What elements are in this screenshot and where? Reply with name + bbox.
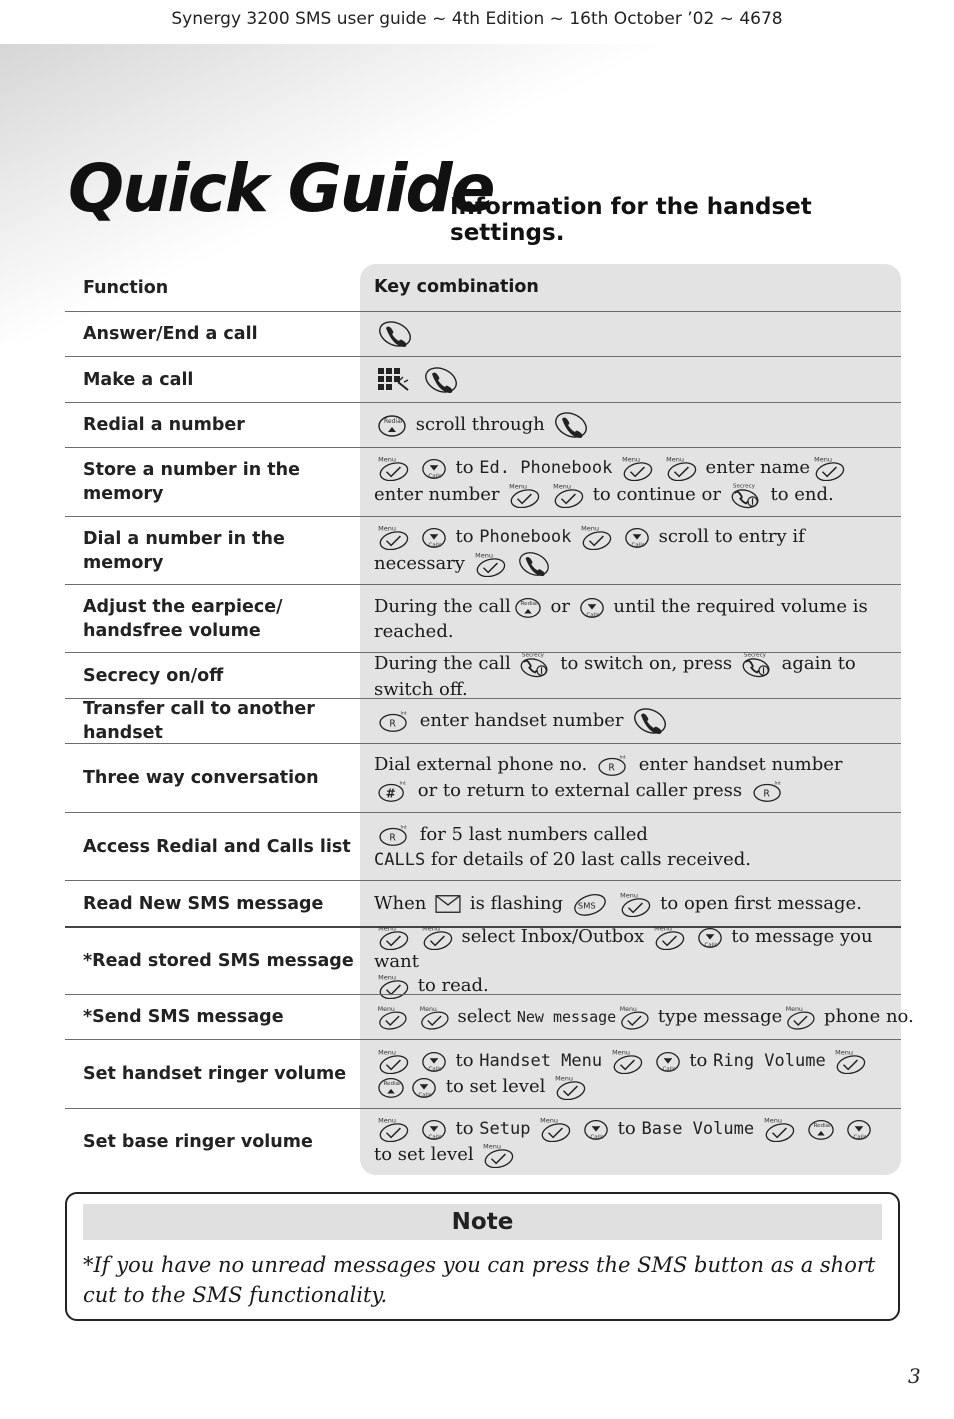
talk-key-icon xyxy=(552,410,590,440)
instruction-text: for 5 last numbers called xyxy=(419,823,648,845)
instruction-text: to xyxy=(455,525,474,547)
function-label: Secrecy on/off xyxy=(83,665,224,686)
key-combination xyxy=(360,744,901,812)
instruction-text: enter handset number xyxy=(419,710,624,731)
secrecy-key-icon xyxy=(740,650,774,678)
talk-key-icon xyxy=(631,706,669,736)
function-label: Adjust the earpiece/ handsfree volume xyxy=(83,596,283,641)
column-header-keys-label: Key combination xyxy=(374,277,539,297)
menu-key-icon xyxy=(481,1142,515,1168)
instruction-text: for details of 20 last calls received. xyxy=(430,848,751,870)
redial-key-icon xyxy=(376,411,408,439)
key-combination xyxy=(360,448,901,516)
table-row xyxy=(65,402,901,447)
instruction-text: to read. xyxy=(417,974,489,996)
key-combination xyxy=(360,995,914,1039)
instruction-text: select xyxy=(457,1006,512,1027)
menu-key-icon xyxy=(610,1048,644,1074)
display-text: Setup xyxy=(479,1118,531,1139)
menu-key-icon xyxy=(473,551,507,577)
title-block xyxy=(68,150,894,246)
hash-key-icon xyxy=(376,778,410,804)
key-combination xyxy=(360,312,901,356)
function-label: Set base ringer volume xyxy=(83,1131,313,1152)
key-combination xyxy=(360,813,901,880)
menu-key-icon xyxy=(784,1004,816,1030)
menu-key-icon xyxy=(418,1004,450,1030)
menu-key-icon xyxy=(507,482,541,508)
key-combination xyxy=(360,1109,901,1174)
menu-key-icon xyxy=(553,1074,587,1100)
note-heading: Note xyxy=(83,1204,882,1240)
instruction-text: During the call xyxy=(374,653,511,674)
instruction-text: is flashing xyxy=(469,892,563,914)
function-label: *Send SMS message xyxy=(83,1007,284,1027)
column-header-keys xyxy=(360,264,901,311)
instruction-text: to end. xyxy=(770,484,834,505)
secrecy-key-icon xyxy=(518,650,552,678)
calls-key-icon xyxy=(623,524,651,550)
table-row xyxy=(65,743,901,812)
menu-key-icon xyxy=(376,1004,408,1030)
menu-key-icon xyxy=(376,1116,410,1142)
menu-key-icon xyxy=(420,924,454,950)
page-number: 3 xyxy=(908,1364,921,1388)
table-row xyxy=(65,880,901,926)
instruction-text: to xyxy=(455,1050,474,1071)
function-label: Redial a number xyxy=(83,415,245,435)
instruction-text: to xyxy=(617,1117,636,1139)
calls-key-icon xyxy=(654,1048,682,1074)
calls-key-icon xyxy=(420,1048,448,1074)
menu-key-icon xyxy=(833,1048,867,1074)
table-row xyxy=(65,1108,901,1174)
menu-key-icon xyxy=(579,524,613,550)
table-row xyxy=(65,994,914,1039)
note-text: *If you have no unread messages you can press the SMS button as a short cut to the SMS functionality. xyxy=(83,1253,876,1307)
function-label: Three way conversation xyxy=(83,768,319,788)
function-label: Set handset ringer volume xyxy=(83,1064,347,1084)
instruction-text: to message you want xyxy=(374,925,873,972)
table-row xyxy=(65,812,901,880)
instruction-text: to set level xyxy=(445,1076,546,1097)
table-row xyxy=(65,311,901,356)
instruction-text: to continue or xyxy=(592,484,721,505)
instruction-text: to xyxy=(455,1117,474,1139)
instruction-text: When xyxy=(374,892,427,914)
key-combination xyxy=(360,699,901,743)
instruction-text: scroll through xyxy=(415,414,545,435)
instruction-text: During the call xyxy=(374,596,511,617)
table-row xyxy=(65,926,901,994)
table-row xyxy=(65,447,901,516)
calls-key-icon xyxy=(420,524,448,550)
display-text: Base Volume xyxy=(641,1118,755,1139)
menu-key-icon xyxy=(812,455,846,481)
menu-key-icon xyxy=(618,891,652,917)
talk-key-icon xyxy=(516,550,552,578)
instruction-text: enter number xyxy=(374,484,500,505)
secrecy-key-icon xyxy=(729,481,763,509)
calls-key-icon xyxy=(410,1074,438,1100)
instruction-text: to xyxy=(455,457,474,478)
table-row xyxy=(65,652,901,698)
instruction-text: or to return to external caller press xyxy=(417,780,743,801)
recall-key-icon xyxy=(376,822,412,848)
function-label: Make a call xyxy=(83,369,194,390)
key-combination xyxy=(360,357,901,402)
menu-key-icon xyxy=(376,455,410,481)
table-header-row xyxy=(65,264,901,311)
redial-key-icon xyxy=(376,1074,406,1100)
key-combination xyxy=(360,653,901,698)
key-combination xyxy=(360,403,901,447)
key-combination xyxy=(360,925,901,996)
instruction-text: until the required volume is reached. xyxy=(374,596,868,642)
display-text: New message xyxy=(516,1008,617,1026)
menu-key-icon xyxy=(538,1116,572,1142)
page-title: Quick Guide xyxy=(68,150,494,227)
function-label: Read New SMS message xyxy=(83,893,324,914)
instruction-text: scroll to entry if necessary xyxy=(374,525,805,574)
menu-key-icon xyxy=(376,524,410,550)
display-text: Ed. Phonebook xyxy=(479,458,613,478)
menu-key-icon xyxy=(376,1048,410,1074)
calls-key-icon xyxy=(845,1116,873,1142)
recall-key-icon xyxy=(595,752,631,778)
menu-key-icon xyxy=(762,1116,796,1142)
function-label: Access Redial and Calls list xyxy=(83,836,351,857)
keypad-icon xyxy=(376,366,412,394)
instruction-text: enter handset number xyxy=(638,754,843,775)
table-row xyxy=(65,698,901,743)
calls-key-icon xyxy=(578,594,606,620)
column-header-function: Function xyxy=(83,277,169,298)
recall-key-icon xyxy=(376,708,412,734)
instruction-text: Dial external phone no. xyxy=(374,754,588,775)
instruction-text: to xyxy=(689,1050,708,1071)
instruction-text: select Inbox/Outbox xyxy=(461,925,645,947)
table-row xyxy=(65,1039,901,1108)
key-combination xyxy=(360,585,901,652)
instruction-text: to set level xyxy=(374,1143,474,1165)
display-text: CALLS xyxy=(374,849,426,870)
menu-key-icon xyxy=(618,1004,650,1030)
function-label: Answer/End a call xyxy=(83,324,258,344)
table-row xyxy=(65,356,901,402)
instruction-text: phone no. xyxy=(824,1006,914,1027)
menu-key-icon xyxy=(551,482,585,508)
instruction-text: enter name xyxy=(705,457,811,478)
calls-key-icon xyxy=(582,1116,610,1142)
display-text: Handset Menu xyxy=(479,1051,603,1071)
quick-guide-table xyxy=(65,264,914,1174)
instruction-text: to switch on, press xyxy=(560,653,733,674)
menu-key-icon xyxy=(620,455,654,481)
menu-key-icon xyxy=(652,924,686,950)
menu-key-icon xyxy=(376,924,410,950)
function-label: Dial a number in the memory xyxy=(83,528,285,573)
calls-key-icon xyxy=(696,924,724,950)
key-combination xyxy=(360,517,901,584)
display-text: Ring Volume xyxy=(713,1051,826,1071)
instruction-text: or xyxy=(550,596,570,617)
note-box xyxy=(65,1192,900,1321)
display-text: Phonebook xyxy=(479,526,572,547)
key-combination xyxy=(360,881,901,926)
calls-key-icon xyxy=(420,1116,448,1142)
page-subtitle: Information for the handset settings. xyxy=(450,194,812,246)
calls-key-icon xyxy=(420,455,448,481)
table-row xyxy=(65,516,901,584)
redial-key-icon xyxy=(513,594,543,620)
recall-key-icon xyxy=(750,778,786,804)
envelope-icon xyxy=(434,893,462,915)
function-label: Store a number in the memory xyxy=(83,460,300,504)
table-row xyxy=(65,584,901,652)
function-label: *Read stored SMS message xyxy=(83,951,354,971)
running-header: Synergy 3200 SMS user guide ~ 4th Edition ~ 16th October ’02 ~ 4678 xyxy=(171,9,783,29)
sms-key-icon xyxy=(571,891,609,917)
redial-key-icon xyxy=(806,1116,836,1142)
instruction-text: type message xyxy=(657,1006,783,1027)
instruction-text: to open first message. xyxy=(660,892,862,914)
talk-key-icon xyxy=(422,365,460,395)
instruction-text: again to switch off. xyxy=(374,653,856,700)
key-combination xyxy=(360,1040,901,1108)
function-label: Transfer call to another handset xyxy=(83,699,315,743)
talk-key-icon xyxy=(376,319,414,349)
menu-key-icon xyxy=(664,455,698,481)
